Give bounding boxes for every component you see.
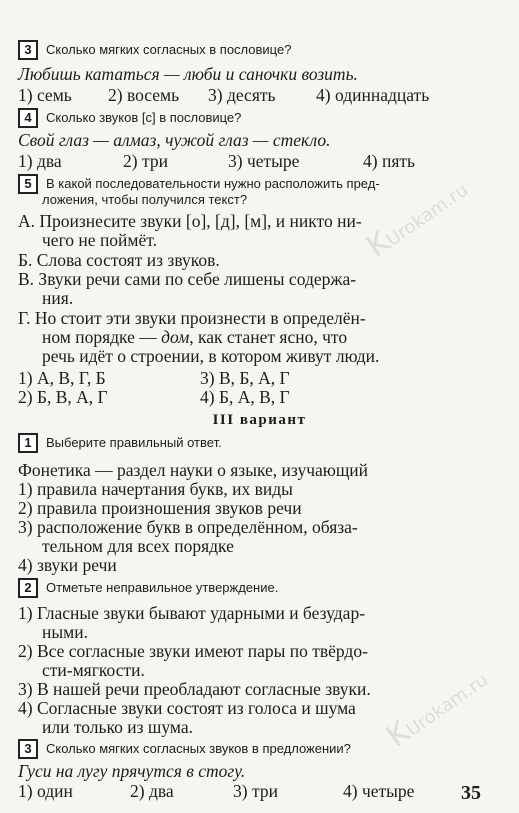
task-number: 3 [18, 739, 38, 759]
sentence: Гуси на лугу прячутся в стогу. [18, 761, 246, 781]
variant-heading: III вариант [212, 412, 307, 428]
sentence-g-cont: речь идёт о строении, в котором живут люди. [42, 346, 380, 366]
option: 4) звуки речи [18, 555, 117, 575]
task-number: 4 [18, 108, 38, 128]
option: 1) А, В, Г, Б [18, 368, 106, 388]
option: 2) два [130, 781, 174, 801]
watermark: KUrokam.ru [360, 179, 473, 265]
option: 1) два [18, 151, 62, 171]
proverb: Любишь кататься — люби и саночки возить. [18, 64, 358, 84]
task-question: Сколько звуков [с] в пословице? [46, 110, 242, 125]
task-number: 5 [18, 174, 38, 194]
task-2-header [18, 578, 278, 598]
option: 4) Согласные звуки состоят из голоса и шума [18, 698, 356, 718]
option: 4) одиннадцать [316, 85, 430, 105]
option: 3) десять [208, 85, 276, 105]
option: 1) семь [18, 85, 72, 105]
watermark-2: KUrokam.ru [380, 669, 493, 755]
task-number: 3 [18, 40, 38, 60]
option: 2) Все согласные звуки имеют пары по твёрдо- [18, 641, 368, 661]
option: 1) Гласные звуки бывают ударными и безудар- [18, 603, 366, 623]
option: 2) Б, В, А, Г [18, 387, 108, 407]
task-4-header [18, 108, 241, 128]
option: 3) три [233, 781, 278, 801]
task-3-header [18, 40, 291, 60]
option: 1) правила начертания букв, их виды [18, 479, 293, 499]
option: 4) Б, А, В, Г [200, 387, 290, 407]
task-question-cont: ложения, чтобы получился текст? [42, 192, 248, 207]
sentence-v: В. Звуки речи сами по себе лишены содержа- [18, 269, 357, 289]
task-question: Сколько мягких согласных в пословице? [46, 42, 292, 57]
task-question: Выберите правильный ответ. [46, 435, 222, 450]
task-1-header [18, 433, 222, 453]
task-number: 1 [18, 433, 38, 453]
sentence-g-cont: ном порядке — дом, как станет ясно, что [42, 327, 348, 347]
question-stem: Фонетика — раздел науки о языке, изучающий [18, 460, 369, 480]
option: 3) четыре [228, 151, 300, 171]
option: 4) пять [363, 151, 415, 171]
sentence-b: Б. Слова состоят из звуков. [18, 250, 220, 270]
option-cont: или только из шума. [42, 717, 193, 737]
option-cont: ными. [42, 622, 88, 642]
option: 3) В, Б, А, Г [200, 368, 290, 388]
option: 1) один [18, 781, 73, 801]
sentence-g: Г. Но стоит эти звуки произнести в определён- [18, 308, 366, 328]
proverb: Свой глаз — алмаз, чужой глаз — стекло. [18, 130, 331, 150]
option-cont: сти-мягкости. [42, 660, 145, 680]
task-question: Отметьте неправильное утверждение. [46, 580, 279, 595]
option: 4) четыре [343, 781, 415, 801]
option: 2) правила произношения звуков речи [18, 498, 302, 518]
option: 3) В нашей речи преобладают согласные звуки. [18, 679, 371, 699]
option: 2) восемь [108, 85, 180, 105]
sentence-v-cont: ния. [42, 288, 74, 308]
sentence-a: А. Произнесите звуки [о], [д], [м], и никто ни- [18, 211, 362, 231]
page-number: 35 [461, 782, 481, 804]
task-number: 2 [18, 578, 38, 598]
task-question: Сколько мягких согласных звуков в предложении? [46, 741, 351, 756]
option: 2) три [123, 151, 168, 171]
option: 3) расположение букв в определённом, обяза- [18, 517, 358, 537]
sentence-a-cont: чего не поймёт. [42, 230, 157, 250]
option-cont: тельном для всех порядке [42, 536, 234, 556]
task-question: В какой последовательности нужно расположить пред- [46, 176, 380, 191]
task-3-header [18, 739, 351, 759]
